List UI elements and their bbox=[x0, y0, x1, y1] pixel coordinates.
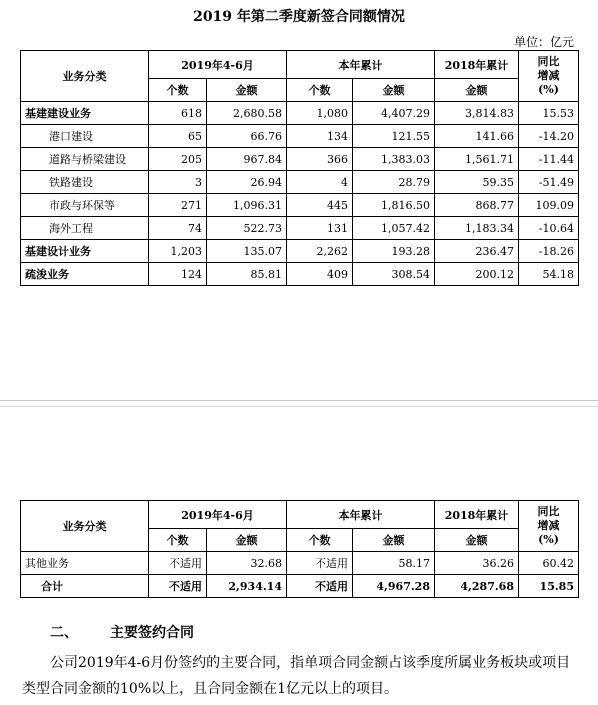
cell-c1: 不适用 bbox=[149, 552, 207, 575]
section-title: 主要签约合同 bbox=[110, 625, 194, 641]
cell-a2: 121.55 bbox=[353, 125, 435, 148]
cell-a3: 200.12 bbox=[435, 263, 519, 286]
cell-c2: 366 bbox=[287, 148, 353, 171]
row-label: 港口建设 bbox=[21, 125, 149, 148]
row-label: 疏浚业务 bbox=[21, 263, 149, 286]
section-number: 二、 bbox=[50, 625, 78, 641]
cell-yoy: -51.49 bbox=[519, 171, 579, 194]
header-category: 业务分类 bbox=[21, 501, 149, 552]
table-row bbox=[21, 148, 579, 171]
unit-label: 单位：亿元 bbox=[513, 35, 574, 49]
row-label: 合计 bbox=[21, 575, 149, 598]
table-row bbox=[21, 217, 579, 240]
table-row bbox=[21, 263, 579, 286]
cell-c2: 131 bbox=[287, 217, 353, 240]
cell-a2: 28.79 bbox=[353, 171, 435, 194]
cell-yoy: 54.18 bbox=[519, 263, 579, 286]
cell-c2: 2,262 bbox=[287, 240, 353, 263]
cell-a3: 236.47 bbox=[435, 240, 519, 263]
cell-yoy: -10.64 bbox=[519, 217, 579, 240]
cell-a3: 36.26 bbox=[435, 552, 519, 575]
cell-c1: 65 bbox=[149, 125, 207, 148]
row-label: 基建设计业务 bbox=[21, 240, 149, 263]
cell-c2: 1,080 bbox=[287, 102, 353, 125]
cell-c2: 4 bbox=[287, 171, 353, 194]
cell-a2: 1,057.42 bbox=[353, 217, 435, 240]
header-2018: 2018年累计 bbox=[435, 51, 519, 79]
cell-c2: 445 bbox=[287, 194, 353, 217]
cell-a2: 308.54 bbox=[353, 263, 435, 286]
cell-a2: 193.28 bbox=[353, 240, 435, 263]
cell-a2: 4,407.29 bbox=[353, 102, 435, 125]
row-label: 铁路建设 bbox=[21, 171, 149, 194]
header-ytd: 本年累计 bbox=[287, 501, 435, 529]
header-amount: 金额 bbox=[207, 79, 287, 102]
cell-yoy: -14.20 bbox=[519, 125, 579, 148]
body-paragraph: 公司2019年4-6月份签约的主要合同，指单项合同金额占该季度所属业务板块或项目类型合同金额的10%以上，且合同金额在1亿元以上的项目。 bbox=[22, 655, 571, 697]
table-row bbox=[21, 552, 579, 575]
cell-a1: 26.94 bbox=[207, 171, 287, 194]
row-label: 其他业务 bbox=[21, 552, 149, 575]
row-label: 道路与桥梁建设 bbox=[21, 148, 149, 171]
row-label: 市政与环保等 bbox=[21, 194, 149, 217]
table-row bbox=[21, 240, 579, 263]
table-row bbox=[21, 575, 579, 598]
header-2018: 2018年累计 bbox=[435, 501, 519, 529]
row-label: 基建建设业务 bbox=[21, 102, 149, 125]
cell-a2: 1,816.50 bbox=[353, 194, 435, 217]
header-ytd: 本年累计 bbox=[287, 51, 435, 79]
cell-a1: 66.76 bbox=[207, 125, 287, 148]
cell-a3: 1,183.34 bbox=[435, 217, 519, 240]
header-count: 个数 bbox=[287, 79, 353, 102]
cell-c2: 134 bbox=[287, 125, 353, 148]
cell-a1: 135.07 bbox=[207, 240, 287, 263]
table-row bbox=[21, 125, 579, 148]
cell-a1: 522.73 bbox=[207, 217, 287, 240]
row-label: 海外工程 bbox=[21, 217, 149, 240]
cell-c1: 124 bbox=[149, 263, 207, 286]
header-amount: 金额 bbox=[353, 79, 435, 102]
section-heading bbox=[50, 622, 194, 642]
header-period-q2: 2019年4-6月 bbox=[149, 501, 287, 529]
cell-a3: 1,561.71 bbox=[435, 148, 519, 171]
cell-yoy: 15.85 bbox=[519, 575, 579, 598]
cell-yoy: 15.53 bbox=[519, 102, 579, 125]
header-amount: 金额 bbox=[207, 529, 287, 552]
cell-a3: 3,814.83 bbox=[435, 102, 519, 125]
cell-a1: 2,934.14 bbox=[207, 575, 287, 598]
table-row bbox=[21, 102, 579, 125]
header-amount: 金额 bbox=[353, 529, 435, 552]
cell-c2: 不适用 bbox=[287, 552, 353, 575]
header-amount: 金额 bbox=[435, 529, 519, 552]
page-title: 2019 年第二季度新签合同额情况 bbox=[193, 9, 405, 25]
cell-a1: 967.84 bbox=[207, 148, 287, 171]
page-break bbox=[0, 400, 598, 410]
cell-a2: 58.17 bbox=[353, 552, 435, 575]
cell-a3: 868.77 bbox=[435, 194, 519, 217]
cell-yoy: 109.09 bbox=[519, 194, 579, 217]
cell-a1: 32.68 bbox=[207, 552, 287, 575]
cell-c1: 271 bbox=[149, 194, 207, 217]
cell-c2: 不适用 bbox=[287, 575, 353, 598]
header-period-q2: 2019年4-6月 bbox=[149, 51, 287, 79]
cell-yoy: -11.44 bbox=[519, 148, 579, 171]
contracts-table-bottom bbox=[20, 500, 579, 598]
table-row bbox=[21, 171, 579, 194]
cell-yoy: 60.42 bbox=[519, 552, 579, 575]
header-count: 个数 bbox=[149, 79, 207, 102]
cell-a1: 1,096.31 bbox=[207, 194, 287, 217]
cell-c1: 205 bbox=[149, 148, 207, 171]
header-amount: 金额 bbox=[435, 79, 519, 102]
header-category: 业务分类 bbox=[21, 51, 149, 102]
cell-a1: 85.81 bbox=[207, 263, 287, 286]
cell-c1: 3 bbox=[149, 171, 207, 194]
cell-c1: 1,203 bbox=[149, 240, 207, 263]
cell-a3: 59.35 bbox=[435, 171, 519, 194]
cell-a2: 4,967.28 bbox=[353, 575, 435, 598]
table-row bbox=[21, 194, 579, 217]
cell-a1: 2,680.58 bbox=[207, 102, 287, 125]
header-count: 个数 bbox=[287, 529, 353, 552]
header-yoy: 同比 增减 (%) bbox=[519, 51, 579, 102]
contracts-table-top bbox=[20, 50, 579, 286]
cell-a3: 4,287.68 bbox=[435, 575, 519, 598]
cell-a2: 1,383.03 bbox=[353, 148, 435, 171]
cell-c2: 409 bbox=[287, 263, 353, 286]
header-yoy: 同比 增减 (%) bbox=[519, 501, 579, 552]
header-count: 个数 bbox=[149, 529, 207, 552]
cell-a3: 141.66 bbox=[435, 125, 519, 148]
cell-c1: 74 bbox=[149, 217, 207, 240]
cell-yoy: -18.26 bbox=[519, 240, 579, 263]
cell-c1: 不适用 bbox=[149, 575, 207, 598]
cell-c1: 618 bbox=[149, 102, 207, 125]
